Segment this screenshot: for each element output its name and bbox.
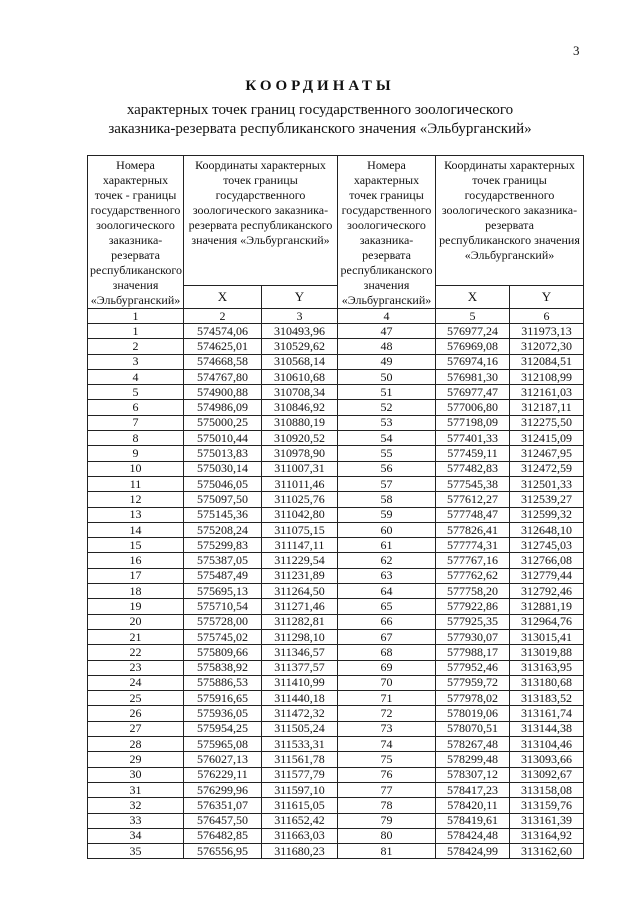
- coord-y: 311231,89: [262, 568, 338, 583]
- coord-x: 578424,99: [436, 844, 510, 859]
- coord-x: 578420,11: [436, 798, 510, 813]
- column-number: 2: [184, 309, 262, 324]
- coord-y: 311229,54: [262, 553, 338, 568]
- point-number: 63: [338, 568, 436, 583]
- table-row: [88, 645, 584, 660]
- point-number: 2: [88, 339, 184, 354]
- coord-y: 311282,81: [262, 614, 338, 629]
- coord-y: 313180,68: [510, 675, 584, 690]
- coord-y: 313162,60: [510, 844, 584, 859]
- coord-y: 311264,50: [262, 584, 338, 599]
- point-number: 23: [88, 660, 184, 675]
- coord-y: 310493,96: [262, 324, 338, 339]
- point-number: 81: [338, 844, 436, 859]
- header-coordinates: Координаты характерных точек границы государственного зоологического заказника-резервата республиканского значения «Эльбурганский»: [184, 156, 338, 286]
- header-x-2: X: [436, 286, 510, 309]
- coord-y: 311410,99: [262, 675, 338, 690]
- document-subtitle-line-2: заказника-резервата республиканского значения «Эльбурганский»: [108, 121, 532, 137]
- point-number: 13: [88, 507, 184, 522]
- point-number: 8: [88, 431, 184, 446]
- coord-x: 575013,83: [184, 446, 262, 461]
- coord-x: 575046,05: [184, 476, 262, 491]
- point-number: 76: [338, 767, 436, 782]
- coord-x: 577767,16: [436, 553, 510, 568]
- header-point-numbers: Номера характерных точек - границы государственного зоологического заказника-резервата республиканского значения «Эльбурганский»: [88, 156, 184, 309]
- coord-y: 312187,11: [510, 400, 584, 415]
- table-row: [88, 507, 584, 522]
- coord-y: 312779,44: [510, 568, 584, 583]
- point-number: 3: [88, 354, 184, 369]
- point-number: 60: [338, 522, 436, 537]
- table-row: [88, 354, 584, 369]
- coord-y: 313015,41: [510, 629, 584, 644]
- table-row: [88, 538, 584, 553]
- point-number: 34: [88, 828, 184, 843]
- coord-x: 575838,92: [184, 660, 262, 675]
- column-number-row: [88, 309, 584, 324]
- coord-y: 313164,92: [510, 828, 584, 843]
- table-row: [88, 691, 584, 706]
- point-number: 33: [88, 813, 184, 828]
- coord-y: 312539,27: [510, 492, 584, 507]
- document-subtitle-line-1: характерных точек границ государственного зоологического: [126, 102, 514, 118]
- coord-y: 311147,11: [262, 538, 338, 553]
- table-row: [88, 752, 584, 767]
- coord-y: 311533,31: [262, 737, 338, 752]
- coord-y: 313144,38: [510, 721, 584, 736]
- coord-y: 311615,05: [262, 798, 338, 813]
- coord-y: 313019,88: [510, 645, 584, 660]
- point-number: 75: [338, 752, 436, 767]
- point-number: 17: [88, 568, 184, 583]
- point-number: 9: [88, 446, 184, 461]
- coord-x: 576556,95: [184, 844, 262, 859]
- coord-y: 310568,14: [262, 354, 338, 369]
- coord-x: 575916,65: [184, 691, 262, 706]
- table-row: [88, 400, 584, 415]
- coord-x: 577459,11: [436, 446, 510, 461]
- coord-y: 312108,99: [510, 369, 584, 384]
- coord-y: 311652,42: [262, 813, 338, 828]
- coord-y: 311440,18: [262, 691, 338, 706]
- point-number: 15: [88, 538, 184, 553]
- coord-x: 577545,38: [436, 476, 510, 491]
- point-number: 71: [338, 691, 436, 706]
- table-row: [88, 568, 584, 583]
- table-row: [88, 844, 584, 859]
- point-number: 49: [338, 354, 436, 369]
- coord-y: 313092,67: [510, 767, 584, 782]
- point-number: 24: [88, 675, 184, 690]
- coord-x: 575954,25: [184, 721, 262, 736]
- coord-y: 312745,03: [510, 538, 584, 553]
- point-number: 69: [338, 660, 436, 675]
- coord-y: 311973,13: [510, 324, 584, 339]
- header-coordinates-2: Координаты характерных точек границы государственного зоологического заказника-резервата республиканского значения «Эльбурганский»: [436, 156, 584, 286]
- table-row: [88, 446, 584, 461]
- coord-x: 577748,47: [436, 507, 510, 522]
- point-number: 32: [88, 798, 184, 813]
- point-number: 57: [338, 476, 436, 491]
- point-number: 48: [338, 339, 436, 354]
- coord-x: 576351,07: [184, 798, 262, 813]
- table-row: [88, 721, 584, 736]
- table-row: [88, 553, 584, 568]
- point-number: 14: [88, 522, 184, 537]
- coord-x: 578419,61: [436, 813, 510, 828]
- point-number: 61: [338, 538, 436, 553]
- coord-x: 576981,30: [436, 369, 510, 384]
- coord-x: 575145,36: [184, 507, 262, 522]
- coord-y: 312766,08: [510, 553, 584, 568]
- coord-x: 577952,46: [436, 660, 510, 675]
- point-number: 55: [338, 446, 436, 461]
- coord-x: 577612,27: [436, 492, 510, 507]
- point-number: 28: [88, 737, 184, 752]
- point-number: 66: [338, 614, 436, 629]
- document-title: КООРДИНАТЫ: [245, 78, 395, 94]
- coord-y: 310610,68: [262, 369, 338, 384]
- column-number: 3: [262, 309, 338, 324]
- coord-y: 312472,59: [510, 461, 584, 476]
- point-number: 53: [338, 415, 436, 430]
- coord-y: 310708,34: [262, 385, 338, 400]
- table-row: [88, 675, 584, 690]
- coord-y: 310529,62: [262, 339, 338, 354]
- coord-x: 575010,44: [184, 431, 262, 446]
- coord-y: 311298,10: [262, 629, 338, 644]
- table-row: [88, 584, 584, 599]
- point-number: 74: [338, 737, 436, 752]
- column-number: 4: [338, 309, 436, 324]
- coord-x: 576027,13: [184, 752, 262, 767]
- coord-y: 313163,95: [510, 660, 584, 675]
- point-number: 11: [88, 476, 184, 491]
- coord-x: 575208,24: [184, 522, 262, 537]
- coord-y: 311011,46: [262, 476, 338, 491]
- table-row: [88, 737, 584, 752]
- coord-y: 313183,52: [510, 691, 584, 706]
- point-number: 21: [88, 629, 184, 644]
- table-row: [88, 798, 584, 813]
- table-row: [88, 706, 584, 721]
- point-number: 77: [338, 782, 436, 797]
- coord-y: 312964,76: [510, 614, 584, 629]
- coord-x: 576457,50: [184, 813, 262, 828]
- point-number: 26: [88, 706, 184, 721]
- table-row: [88, 339, 584, 354]
- table-row: [88, 599, 584, 614]
- point-number: 52: [338, 400, 436, 415]
- point-number: 19: [88, 599, 184, 614]
- point-number: 22: [88, 645, 184, 660]
- coord-x: 575030,14: [184, 461, 262, 476]
- table-row: [88, 476, 584, 491]
- coord-y: 310846,92: [262, 400, 338, 415]
- coord-x: 576977,24: [436, 324, 510, 339]
- point-number: 65: [338, 599, 436, 614]
- coord-x: 576977,47: [436, 385, 510, 400]
- point-number: 73: [338, 721, 436, 736]
- table-row: [88, 782, 584, 797]
- page-number: 3: [573, 43, 580, 58]
- header-y: Y: [262, 286, 338, 309]
- coord-x: 575387,05: [184, 553, 262, 568]
- coord-y: 310880,19: [262, 415, 338, 430]
- coordinates-table: [87, 155, 584, 859]
- coord-y: 312072,30: [510, 339, 584, 354]
- point-number: 5: [88, 385, 184, 400]
- point-number: 35: [88, 844, 184, 859]
- point-number: 78: [338, 798, 436, 813]
- point-number: 68: [338, 645, 436, 660]
- coord-x: 577774,31: [436, 538, 510, 553]
- coord-x: 576299,96: [184, 782, 262, 797]
- coord-y: 311505,24: [262, 721, 338, 736]
- point-number: 1: [88, 324, 184, 339]
- table-row: [88, 385, 584, 400]
- coord-x: 577006,80: [436, 400, 510, 415]
- column-number: 5: [436, 309, 510, 324]
- header-point-numbers-2: Номера характерных точек границы государственного зоологического заказника-резервата республиканского значения «Эльбурганский»: [338, 156, 436, 309]
- coord-x: 575886,53: [184, 675, 262, 690]
- coord-y: 312881,19: [510, 599, 584, 614]
- coord-x: 575745,02: [184, 629, 262, 644]
- coord-y: 312501,33: [510, 476, 584, 491]
- coord-y: 313159,76: [510, 798, 584, 813]
- coord-x: 575097,50: [184, 492, 262, 507]
- coord-x: 578307,12: [436, 767, 510, 782]
- coord-x: 575695,13: [184, 584, 262, 599]
- table-row: [88, 767, 584, 782]
- point-number: 67: [338, 629, 436, 644]
- point-number: 62: [338, 553, 436, 568]
- coord-x: 575000,25: [184, 415, 262, 430]
- coord-x: 577959,72: [436, 675, 510, 690]
- point-number: 64: [338, 584, 436, 599]
- coord-x: 574900,88: [184, 385, 262, 400]
- point-number: 7: [88, 415, 184, 430]
- coord-x: 575487,49: [184, 568, 262, 583]
- point-number: 47: [338, 324, 436, 339]
- point-number: 27: [88, 721, 184, 736]
- coord-y: 312161,03: [510, 385, 584, 400]
- coord-y: 311577,79: [262, 767, 338, 782]
- coord-x: 576482,85: [184, 828, 262, 843]
- point-number: 30: [88, 767, 184, 782]
- point-number: 12: [88, 492, 184, 507]
- coord-x: 574986,09: [184, 400, 262, 415]
- point-number: 59: [338, 507, 436, 522]
- coord-y: 311075,15: [262, 522, 338, 537]
- coord-x: 578267,48: [436, 737, 510, 752]
- coord-y: 311663,03: [262, 828, 338, 843]
- coord-x: 577198,09: [436, 415, 510, 430]
- coord-x: 578070,51: [436, 721, 510, 736]
- coord-y: 313161,74: [510, 706, 584, 721]
- coord-y: 312599,32: [510, 507, 584, 522]
- coord-x: 576229,11: [184, 767, 262, 782]
- coord-y: 312467,95: [510, 446, 584, 461]
- point-number: 51: [338, 385, 436, 400]
- point-number: 31: [88, 782, 184, 797]
- coord-y: 311377,57: [262, 660, 338, 675]
- point-number: 72: [338, 706, 436, 721]
- coord-y: 311007,31: [262, 461, 338, 476]
- coord-x: 577978,02: [436, 691, 510, 706]
- coord-y: 313104,46: [510, 737, 584, 752]
- coord-x: 578417,23: [436, 782, 510, 797]
- coord-y: 311597,10: [262, 782, 338, 797]
- table-row: [88, 614, 584, 629]
- coord-x: 577401,33: [436, 431, 510, 446]
- coord-x: 578424,48: [436, 828, 510, 843]
- coord-y: 312792,46: [510, 584, 584, 599]
- coord-x: 575710,54: [184, 599, 262, 614]
- table-row: [88, 813, 584, 828]
- table-row: [88, 431, 584, 446]
- coord-x: 574668,58: [184, 354, 262, 369]
- table-row: [88, 369, 584, 384]
- column-number: 6: [510, 309, 584, 324]
- coord-y: 310920,52: [262, 431, 338, 446]
- point-number: 25: [88, 691, 184, 706]
- coord-y: 312415,09: [510, 431, 584, 446]
- table-row: [88, 415, 584, 430]
- coord-x: 575965,08: [184, 737, 262, 752]
- coord-x: 576969,08: [436, 339, 510, 354]
- coord-y: 311271,46: [262, 599, 338, 614]
- point-number: 4: [88, 369, 184, 384]
- coord-y: 311561,78: [262, 752, 338, 767]
- coord-x: 575809,66: [184, 645, 262, 660]
- point-number: 70: [338, 675, 436, 690]
- coord-x: 576974,16: [436, 354, 510, 369]
- coord-x: 577925,35: [436, 614, 510, 629]
- coord-y: 310978,90: [262, 446, 338, 461]
- coord-y: 313161,39: [510, 813, 584, 828]
- point-number: 16: [88, 553, 184, 568]
- coord-x: 574767,80: [184, 369, 262, 384]
- table-row: [88, 492, 584, 507]
- coord-x: 577758,20: [436, 584, 510, 599]
- column-number: 1: [88, 309, 184, 324]
- coord-y: 311346,57: [262, 645, 338, 660]
- coord-y: 311025,76: [262, 492, 338, 507]
- coord-x: 575299,83: [184, 538, 262, 553]
- table-row: [88, 324, 584, 339]
- header-y-2: Y: [510, 286, 584, 309]
- coord-x: 575728,00: [184, 614, 262, 629]
- coord-y: 312648,10: [510, 522, 584, 537]
- coord-y: 311680,23: [262, 844, 338, 859]
- coord-y: 312275,50: [510, 415, 584, 430]
- coord-y: 311472,32: [262, 706, 338, 721]
- point-number: 80: [338, 828, 436, 843]
- coord-x: 577988,17: [436, 645, 510, 660]
- coord-x: 574574,06: [184, 324, 262, 339]
- coord-y: 312084,51: [510, 354, 584, 369]
- coord-x: 577922,86: [436, 599, 510, 614]
- coord-x: 577826,41: [436, 522, 510, 537]
- point-number: 20: [88, 614, 184, 629]
- point-number: 79: [338, 813, 436, 828]
- table-row: [88, 461, 584, 476]
- coord-x: 578019,06: [436, 706, 510, 721]
- coord-x: 577762,62: [436, 568, 510, 583]
- coord-x: 578299,48: [436, 752, 510, 767]
- point-number: 29: [88, 752, 184, 767]
- table-row: [88, 828, 584, 843]
- coord-x: 577482,83: [436, 461, 510, 476]
- coord-y: 311042,80: [262, 507, 338, 522]
- coord-x: 577930,07: [436, 629, 510, 644]
- point-number: 58: [338, 492, 436, 507]
- point-number: 56: [338, 461, 436, 476]
- point-number: 50: [338, 369, 436, 384]
- point-number: 6: [88, 400, 184, 415]
- header-x: X: [184, 286, 262, 309]
- table-row: [88, 522, 584, 537]
- document-heading: [0, 78, 640, 139]
- point-number: 18: [88, 584, 184, 599]
- coord-x: 574625,01: [184, 339, 262, 354]
- point-number: 54: [338, 431, 436, 446]
- coord-x: 575936,05: [184, 706, 262, 721]
- table-row: [88, 660, 584, 675]
- coord-y: 313158,08: [510, 782, 584, 797]
- table-row: [88, 629, 584, 644]
- coord-y: 313093,66: [510, 752, 584, 767]
- point-number: 10: [88, 461, 184, 476]
